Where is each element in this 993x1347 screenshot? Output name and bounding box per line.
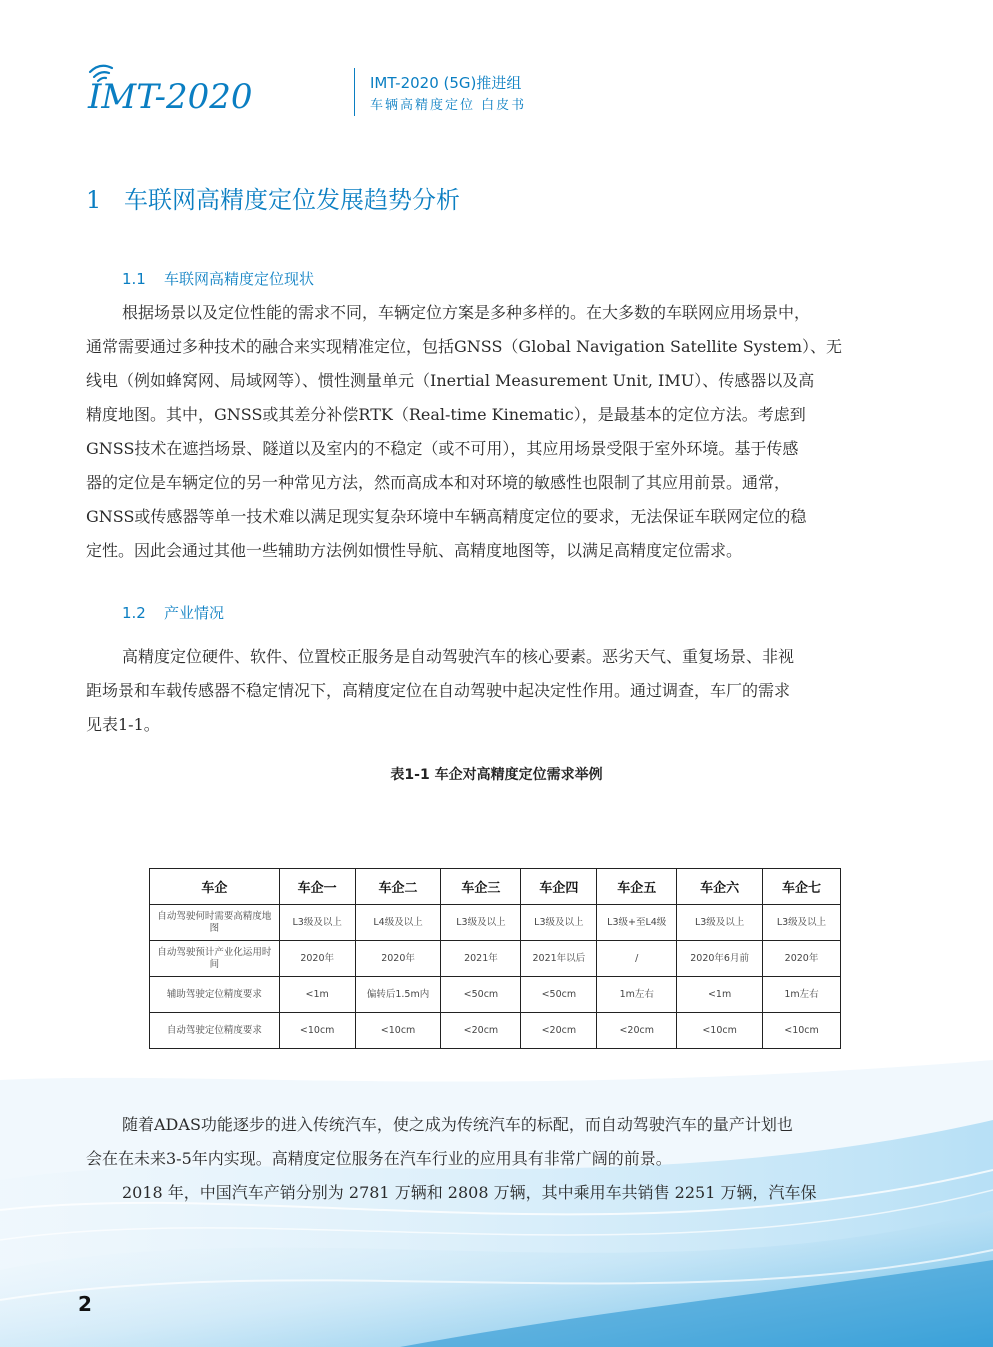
header-subtitle: 车辆高精度定位 白皮书: [370, 98, 527, 113]
table-cell: <10cm: [355, 1013, 441, 1049]
table-cell: L3级及以上: [441, 905, 521, 941]
table-header-cell: 车企一: [279, 869, 355, 905]
text-line: 距场景和车载传感器不稳定情况下，高精度定位在自动驾驶中起决定性作用。通过调查，车厂的需求: [86, 681, 791, 700]
table-row-label: 自动驾驶何时需要高精度地图: [150, 905, 280, 941]
table-header-cell: 车企四: [521, 869, 597, 905]
text-line: 根据场景以及定位性能的需求不同，车辆定位方案是多种多样的。在大多数的车联网应用场景中，: [122, 303, 811, 322]
table-cell: L3级及以上: [279, 905, 355, 941]
imt-2020-logo: [82, 58, 262, 122]
table-cell: <20cm: [441, 1013, 521, 1049]
table-row: [150, 905, 841, 941]
table-cell: 2020年: [763, 941, 841, 977]
table-cell: 1m左右: [597, 977, 677, 1013]
table-row-label: 自动驾驶预计产业化运用时间: [150, 941, 280, 977]
table-cell: /: [597, 941, 677, 977]
table-cell: 偏转后1.5m内: [355, 977, 441, 1013]
sales-paragraph: [86, 1176, 910, 1210]
requirements-table: [149, 868, 841, 1049]
logo-text: IMT-2020: [88, 77, 253, 117]
section-1-1-paragraph: [86, 296, 910, 568]
table-cell: L4级及以上: [355, 905, 441, 941]
table-caption: 表1-1 车企对高精度定位需求举例: [390, 767, 603, 783]
table-cell: <1m: [677, 977, 763, 1013]
table-cell: 2020年: [355, 941, 441, 977]
section-1-heading: [86, 180, 460, 215]
table-cell: L3级及以上: [763, 905, 841, 941]
table-cell: 2021年: [441, 941, 521, 977]
text-line: 高精度定位硬件、软件、位置校正服务是自动驾驶汽车的核心要素。恶劣天气、重复场景、非视: [122, 647, 795, 666]
table-cell: 2021年以后: [521, 941, 597, 977]
subsection-title: 车联网高精度定位现状: [164, 270, 315, 288]
table-row: [150, 977, 841, 1013]
text-line: 定性。因此会通过其他一些辅助方法例如惯性导航、高精度地图等，以满足高精度定位需求。: [86, 541, 743, 560]
page-header: [82, 58, 527, 122]
table-cell: <50cm: [441, 977, 521, 1013]
section-title: 车联网高精度定位发展趋势分析: [124, 186, 460, 214]
table-cell: 2020年6月前: [677, 941, 763, 977]
table-cell: 2020年: [279, 941, 355, 977]
table-header-cell: 车企三: [441, 869, 521, 905]
text-line: 器的定位是车辆定位的另一种常见方法，然而高成本和对环境的敏感性也限制了其应用前景。通常，: [86, 473, 791, 492]
table-cell: <20cm: [597, 1013, 677, 1049]
adas-paragraph: [86, 1108, 896, 1176]
table-row: [150, 1013, 841, 1049]
table-header-cell: 车企六: [677, 869, 763, 905]
table-cell: <10cm: [279, 1013, 355, 1049]
text-line: 随着ADAS功能逐步的进入传统汽车，使之成为传统汽车的标配，而自动驾驶汽车的量产计划也: [122, 1115, 793, 1134]
header-divider: [354, 68, 355, 116]
subsection-title: 产业情况: [164, 604, 225, 622]
table-header-cell: 车企七: [763, 869, 841, 905]
text-line: 见表1-1。: [86, 715, 160, 734]
page-number: 2: [78, 1292, 92, 1316]
text-line: 线电（例如蜂窝网、局域网等）、惯性测量单元（Inertial Measurement Unit, IMU）、传感器以及高: [86, 371, 815, 390]
table-row: [150, 941, 841, 977]
table-cell: <10cm: [763, 1013, 841, 1049]
table-cell: <20cm: [521, 1013, 597, 1049]
table-header-cell: 车企五: [597, 869, 677, 905]
table-cell: <10cm: [677, 1013, 763, 1049]
table-row-label: 辅助驾驶定位精度要求: [150, 977, 280, 1013]
text-line: 2018 年，中国汽车产销分别为 2781 万辆和 2808 万辆，其中乘用车共销售 2251 万辆，汽车保: [122, 1183, 817, 1202]
text-line: 精度地图。其中，GNSS或其差分补偿RTK（Real-time Kinematic），是最基本的定位方法。考虑到: [86, 405, 806, 424]
subsection-number: 1.2: [122, 604, 146, 622]
table-header-cell: 车企: [150, 869, 280, 905]
table-cell: L3级+至L4级: [597, 905, 677, 941]
section-1-1-heading: [122, 268, 314, 289]
section-number: 1: [86, 186, 102, 214]
table-cell: L3级及以上: [677, 905, 763, 941]
table-cell: L3级及以上: [521, 905, 597, 941]
text-line: GNSS技术在遮挡场景、隧道以及室内的不稳定（或不可用），其应用场景受限于室外环境。基于传感: [86, 439, 799, 458]
table-cell: 1m左右: [763, 977, 841, 1013]
table-header-cell: 车企二: [355, 869, 441, 905]
text-line: GNSS或传感器等单一技术难以满足现实复杂环境中车辆高精度定位的要求，无法保证车联网定位的稳: [86, 507, 807, 526]
section-1-2-heading: [122, 602, 224, 623]
table-cell: <50cm: [521, 977, 597, 1013]
subsection-number: 1.1: [122, 270, 146, 288]
table-header-row: [150, 869, 841, 905]
section-1-2-paragraph: [86, 640, 910, 742]
table-row-label: 自动驾驶定位精度要求: [150, 1013, 280, 1049]
header-org: IMT-2020 (5G)推进组: [370, 74, 522, 92]
table-cell: <1m: [279, 977, 355, 1013]
text-line: 通常需要通过多种技术的融合来实现精准定位，包括GNSS（Global Navigation Satellite System）、无: [86, 337, 843, 356]
text-line: 会在在未来3-5年内实现。高精度定位服务在汽车行业的应用具有非常广阔的前景。: [86, 1149, 672, 1168]
